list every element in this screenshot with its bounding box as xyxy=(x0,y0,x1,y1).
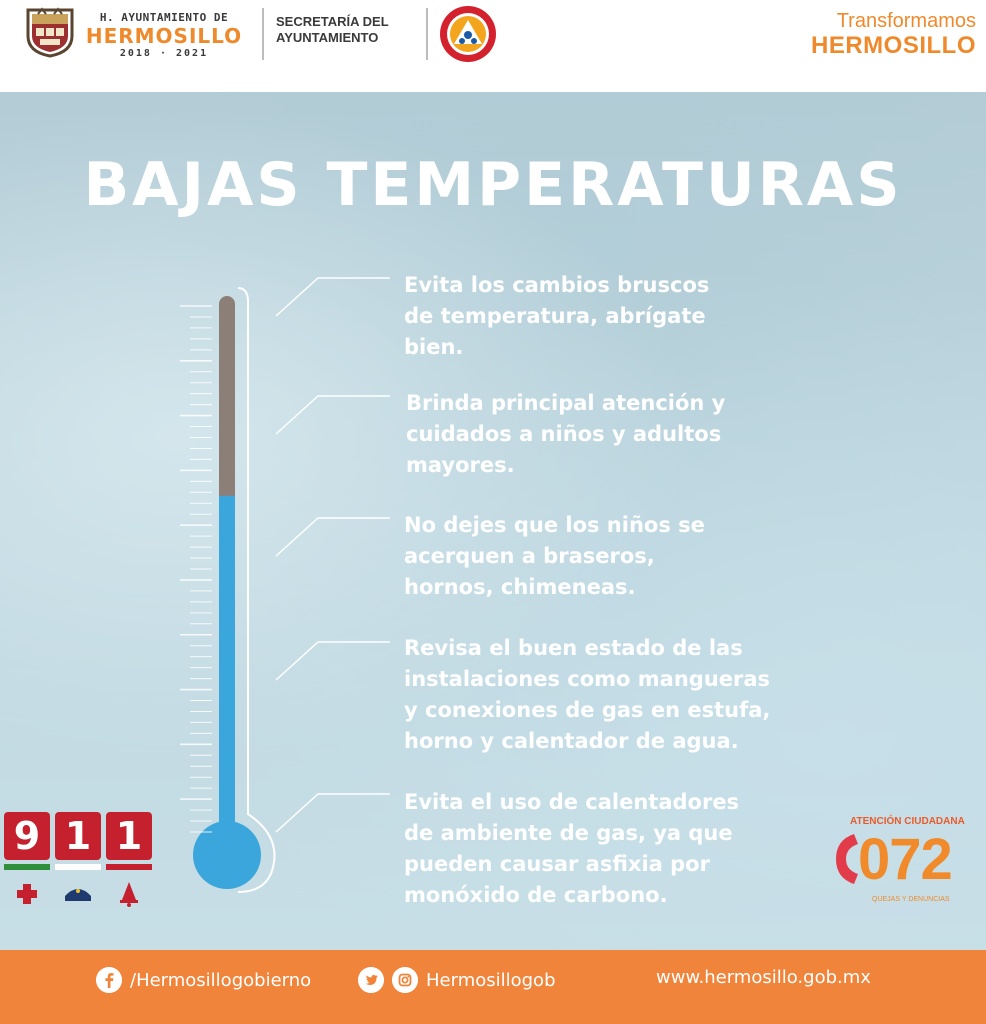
facebook-link[interactable] xyxy=(96,967,311,993)
tip-line: cuidados a niños y adultos xyxy=(406,422,722,446)
header-divider xyxy=(262,8,264,60)
tip-line: bien. xyxy=(404,335,464,359)
tip-line: horno y calentador de agua. xyxy=(404,729,739,753)
brand-line1: Transformamos xyxy=(836,10,976,32)
ayuntamiento-wordmark xyxy=(84,11,244,59)
tip-line: Brinda principal atención y xyxy=(406,391,726,415)
flag-stripe-green xyxy=(4,864,50,870)
brand-line2: HERMOSILLO xyxy=(811,32,976,59)
page-title: BAJAS TEMPERATURAS xyxy=(83,150,903,220)
footer xyxy=(0,950,986,1024)
tip-line: monóxido de carbono. xyxy=(404,883,668,907)
thermometer-ticks xyxy=(180,306,212,832)
tip-line: hornos, chimeneas. xyxy=(404,575,636,599)
hermosillo-crest-icon xyxy=(24,6,76,58)
transformamos-brand xyxy=(811,10,976,60)
thermometer-outline xyxy=(238,288,274,892)
twitter-icon xyxy=(358,967,384,993)
header xyxy=(0,0,986,92)
connector-line-4 xyxy=(276,642,390,680)
fire-bell-icon xyxy=(106,878,152,908)
tip-5 xyxy=(404,787,739,911)
connector-line-2 xyxy=(276,396,390,434)
tip-line: Revisa el buen estado de las xyxy=(404,636,743,660)
atencion-label: ATENCIÓN CIUDADANA xyxy=(850,816,965,827)
secretaria-label xyxy=(276,14,426,46)
atencion-number: 072 xyxy=(858,827,952,892)
emergency-digit: 1 xyxy=(55,812,101,860)
emergency-911-badge xyxy=(4,812,152,912)
police-cap-icon xyxy=(55,878,101,908)
tip-2 xyxy=(406,388,725,481)
ayuntamiento-line2: HERMOSILLO xyxy=(85,24,243,48)
medical-cross-icon xyxy=(4,878,50,908)
tip-line: No dejes que los niños se xyxy=(404,513,705,537)
flag-stripe-white xyxy=(55,864,101,870)
thermometer-mercury xyxy=(219,496,235,848)
facebook-handle: /Hermosillogobierno xyxy=(130,969,312,991)
tip-1 xyxy=(404,270,709,363)
tip-3 xyxy=(404,510,705,603)
instagram-icon xyxy=(392,967,418,993)
tip-4 xyxy=(404,633,770,757)
header-divider xyxy=(426,8,428,60)
emergency-digit: 1 xyxy=(106,812,152,860)
tip-line: acerquen a braseros, xyxy=(404,544,655,568)
secretaria-line1: SECRETARÍA DEL xyxy=(276,14,389,29)
atencion-sub: QUEJAS Y DENUNCIAS xyxy=(872,896,950,903)
thermometer-bulb xyxy=(193,821,261,889)
atencion-ciudadana-badge xyxy=(832,812,977,912)
tip-line: pueden causar asfixia por xyxy=(404,852,710,876)
emergency-digit: 9 xyxy=(4,812,50,860)
flag-stripe-red xyxy=(106,864,152,870)
tip-line: y conexiones de gas en estufa, xyxy=(404,698,771,722)
secretaria-line2: AYUNTAMIENTO xyxy=(276,30,379,45)
proteccion-civil-logo-icon xyxy=(438,4,498,64)
tip-line: Evita los cambios bruscos xyxy=(404,273,710,297)
website-link[interactable]: www.hermosillo.gob.mx xyxy=(656,967,871,988)
facebook-icon xyxy=(96,967,122,993)
connector-line-5 xyxy=(276,794,390,832)
tip-line: Evita el uso de calentadores xyxy=(404,790,740,814)
tip-line: de ambiente de gas, ya que xyxy=(404,821,733,845)
main-panel xyxy=(0,92,986,950)
tip-line: de temperatura, abrígate xyxy=(404,304,706,328)
ayuntamiento-line1: H. AYUNTAMIENTO DE xyxy=(99,11,229,24)
connector-lines xyxy=(276,278,390,832)
ayuntamiento-years: 2018 · 2021 xyxy=(119,48,209,59)
connector-line-1 xyxy=(276,278,390,316)
connector-line-3 xyxy=(276,518,390,556)
tip-line: mayores. xyxy=(406,453,515,477)
social-handle: Hermosillogob xyxy=(426,969,556,991)
social-links[interactable] xyxy=(358,967,556,993)
tip-line: instalaciones como mangueras xyxy=(404,667,771,691)
